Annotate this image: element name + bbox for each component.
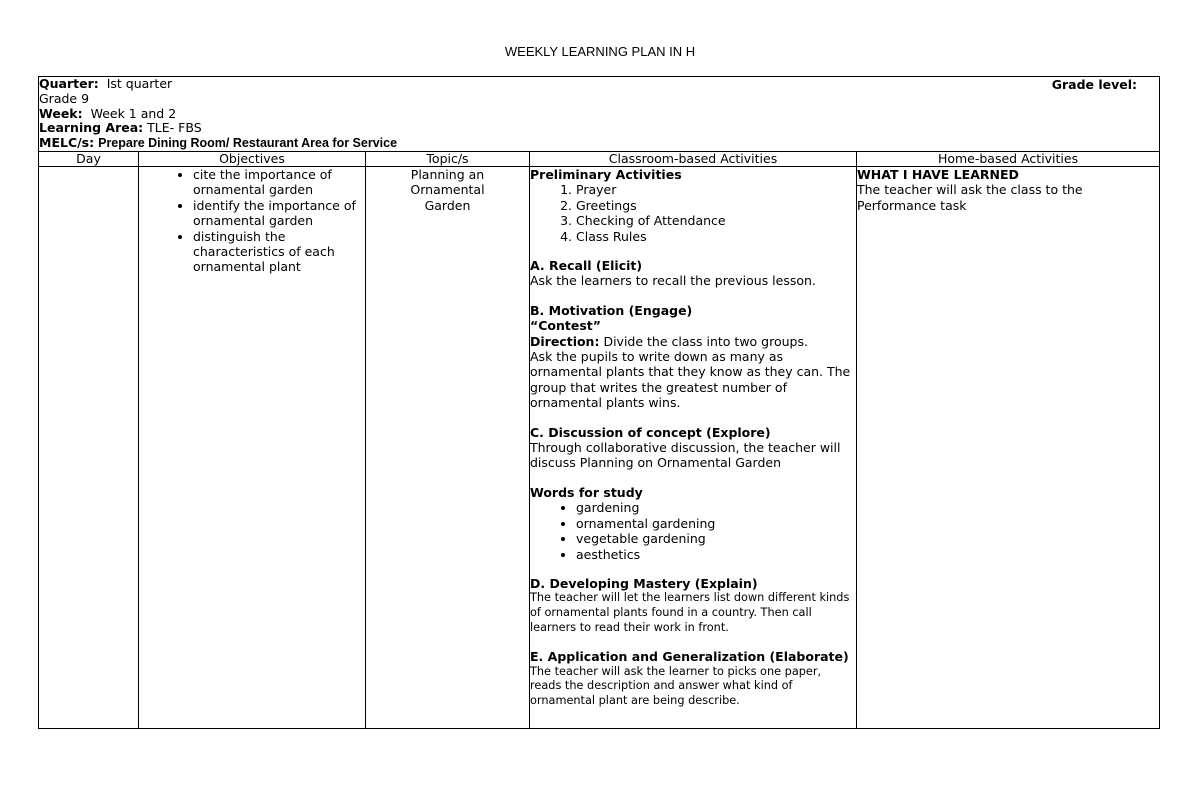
application-text: The teacher will ask the learner to picks one paper, reads the description and answer what kind of ornamental plant are being describe.	[530, 664, 822, 707]
word-item: • aesthetics	[576, 547, 856, 562]
topic-text: Planning an Ornamental Garden	[410, 166, 485, 213]
melc-value: Prepare Dining Room/ Restaurant Area for Service	[98, 136, 398, 151]
mastery-text: The teacher will let the learners list down different kinds of ornamental plants found in a country. Then call learners to read their work in front.	[530, 591, 850, 634]
week-value: Week 1 and 2	[90, 105, 177, 121]
home-text: The teacher will ask the class to the Performance task	[857, 182, 1083, 213]
discussion-heading: C. Discussion of concept (Explore)	[530, 424, 771, 440]
week-line	[39, 107, 1159, 122]
preliminary-item: 1. Prayer	[576, 182, 856, 197]
direction-line	[530, 334, 856, 349]
column-header-topics: Topic/s	[366, 151, 530, 166]
column-header-day: Day	[39, 151, 139, 166]
quarter-label: Quarter:	[39, 76, 99, 91]
column-header-home: Home-based Activities	[857, 151, 1160, 166]
word-item: • gardening	[576, 500, 856, 515]
preliminary-item: 2. Greetings	[576, 198, 856, 213]
motivation-text: Ask the pupils to write down as many as ornamental plants that they know as they can. The group that writes the greatest number of ornamental plants wins.	[530, 349, 851, 411]
column-header-row	[39, 151, 1160, 166]
objective-item: • cite the importance of ornamental garden	[193, 167, 365, 198]
quarter-value: Ist quarter	[106, 76, 173, 91]
preliminary-heading: Preliminary Activities	[530, 166, 682, 182]
column-header-objectives: Objectives	[139, 151, 366, 166]
motivation-heading: B. Motivation (Engage)	[530, 302, 693, 318]
application-heading: E. Application and Generalization (Elaborate)	[530, 649, 849, 665]
home-cell	[857, 166, 1160, 728]
learning-area-line	[39, 121, 1159, 136]
preliminary-item: 4. Class Rules	[576, 229, 856, 244]
weekly-plan-table	[38, 76, 1160, 729]
classroom-cell	[530, 166, 857, 728]
home-heading: WHAT I HAVE LEARNED	[857, 166, 1019, 182]
plan-row	[39, 166, 1160, 728]
column-header-classroom: Classroom-based Activities	[530, 151, 857, 166]
objective-item: • identify the importance of ornamental garden	[193, 198, 365, 229]
recall-heading: A. Recall (Elicit)	[530, 258, 643, 274]
grade-level-label: Grade level:	[1051, 77, 1138, 92]
melc-line	[39, 136, 1159, 151]
grade-line: Grade 9	[39, 90, 90, 106]
preliminary-item: 3. Checking of Attendance	[576, 213, 856, 228]
quarter-line	[39, 77, 1159, 92]
word-item: • ornamental gardening	[576, 516, 856, 531]
words-heading: Words for study	[530, 484, 643, 500]
word-item: • vegetable gardening	[576, 531, 856, 546]
learning-area-value: TLE- FBS	[147, 120, 202, 136]
objectives-cell	[139, 166, 366, 728]
objectives-list	[139, 167, 365, 275]
day-cell	[39, 166, 139, 728]
preliminary-list	[530, 182, 856, 244]
direction-text: Divide the class into two groups.	[599, 333, 808, 349]
objective-item: • distinguish the characteristics of each ornamental plant	[193, 229, 365, 275]
recall-text: Ask the learners to recall the previous lesson.	[530, 273, 816, 289]
discussion-text: Through collaborative discussion, the teacher will discuss Planning on Ornamental Garden	[530, 440, 841, 471]
learning-area-label: Learning Area:	[39, 120, 144, 136]
motivation-subheading: “Contest”	[530, 318, 601, 334]
plan-header	[39, 77, 1160, 152]
melc-label: MELC/s:	[39, 135, 95, 151]
topic-cell	[366, 166, 530, 728]
words-list	[530, 500, 856, 562]
document-title: WEEKLY LEARNING PLAN IN H	[504, 44, 696, 59]
week-label: Week:	[39, 105, 83, 121]
mastery-heading: D. Developing Mastery (Explain)	[530, 575, 758, 591]
direction-label: Direction:	[530, 333, 600, 349]
